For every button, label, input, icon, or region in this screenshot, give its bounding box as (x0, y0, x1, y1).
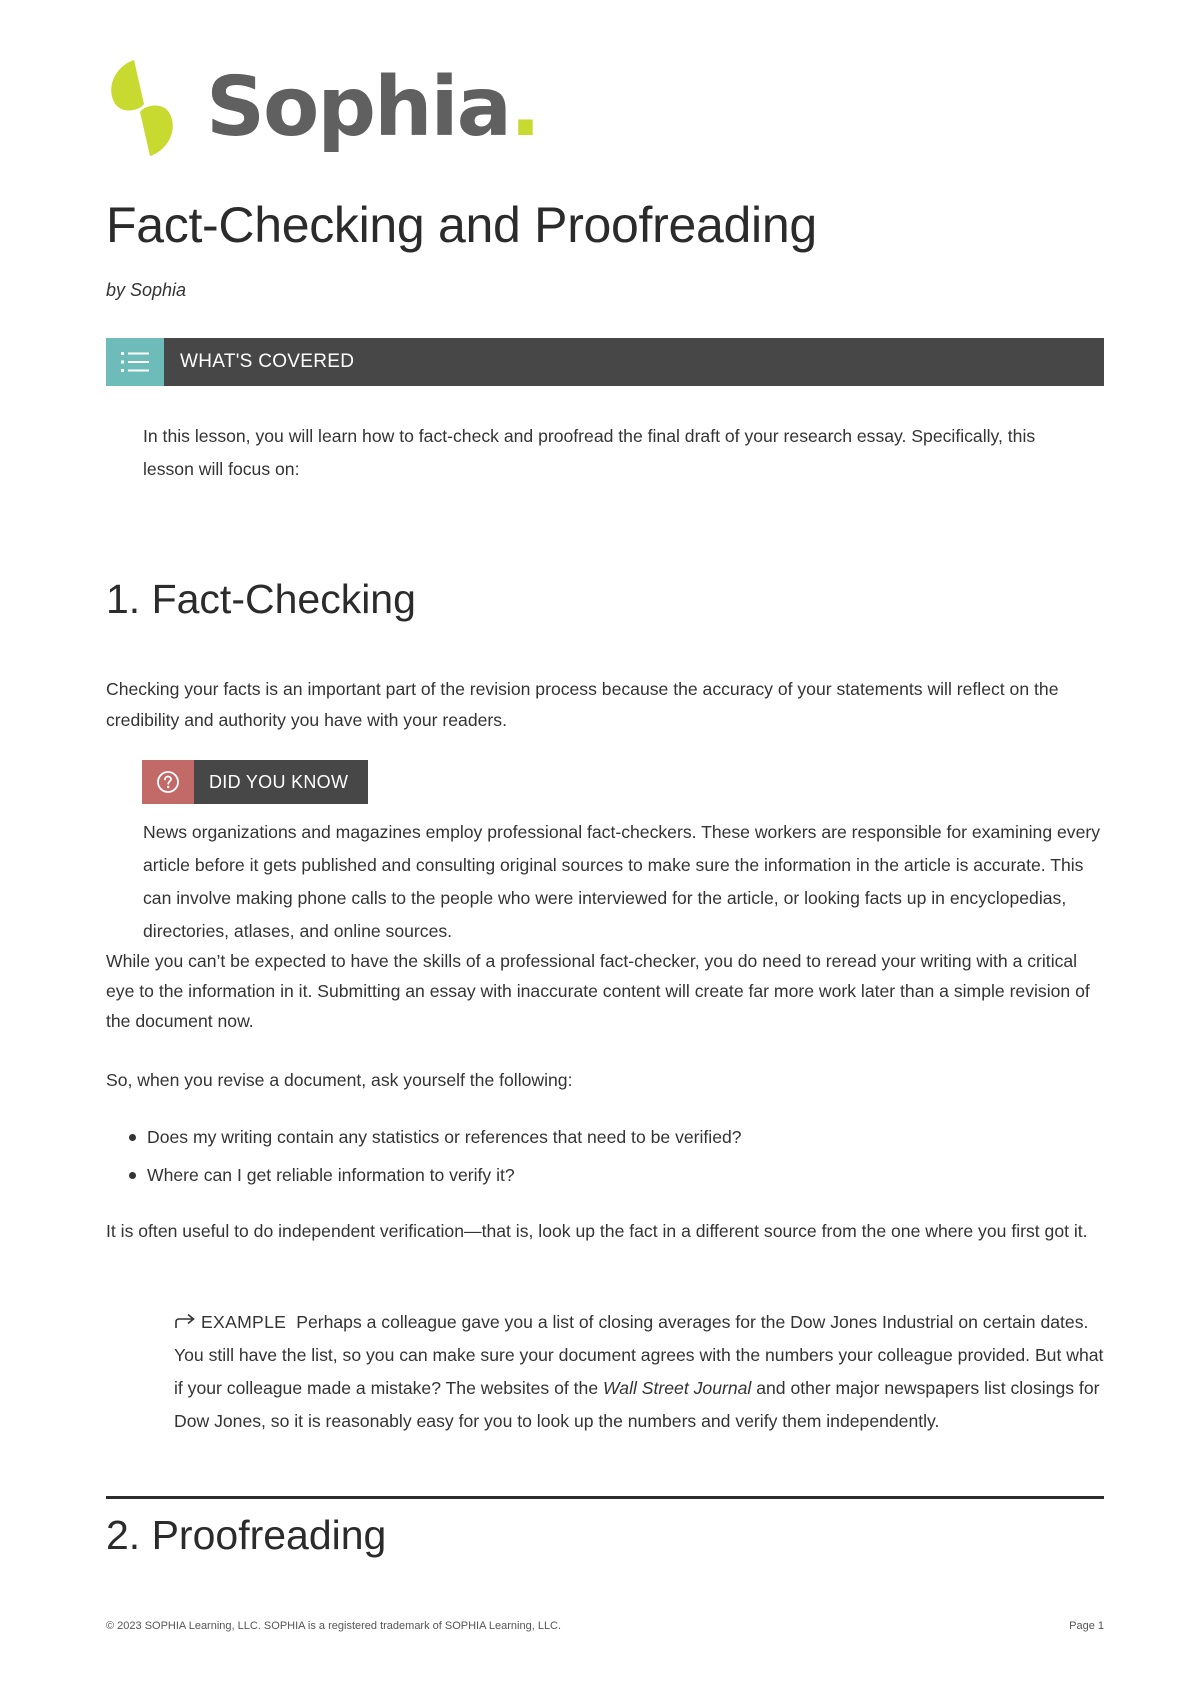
logo-wordmark: Sophia. (206, 60, 540, 155)
example-label: EXAMPLE (201, 1312, 287, 1332)
paragraph: Checking your facts is an important part of the revision process because the accuracy of your statements will reflect on the credibility and authority you have with your readers. (106, 679, 1059, 730)
sophia-s-logo-mark (104, 56, 180, 160)
whats-covered-label: WHAT'S COVERED (180, 351, 355, 372)
example-text: Perhaps a colleague gave you a list of closing averages for the Dow Jones Industrial on certain dates. You still have the list, so you can make sure your document agrees with the numbers your colleague provided. But what if your colleague made a mistake? The websites of the (174, 1312, 1104, 1398)
question-circle-icon (142, 760, 194, 804)
page-title: Fact-Checking and Proofreading (106, 197, 817, 253)
byline: by Sophia (106, 280, 187, 300)
paragraph: So, when you revise a document, ask yourself the following: (106, 1070, 573, 1090)
example-text-continued: and other major newspapers list closings for Dow Jones, so it is reasonably easy for you to look up the numbers and verify them independently. (174, 1378, 1100, 1431)
list-icon (106, 338, 164, 386)
whats-covered-text: In this lesson, you will learn how to fact-check and proofread the final draft of your research essay. Specifically, this lesson will focus on: (143, 426, 1036, 479)
footer-copyright: © 2023 SOPHIA Learning, LLC. SOPHIA is a registered trademark of SOPHIA Learning, LLC. (106, 1620, 562, 1632)
paragraph: It is often useful to do independent verification—that is, look up the fact in a different source from the one where you first got it. (106, 1221, 1088, 1241)
did-you-know-bar (142, 760, 368, 804)
section-heading-proofreading: 2. Proofreading (106, 1512, 387, 1558)
did-you-know-label: DID YOU KNOW (209, 771, 349, 792)
list-item: Where can I get reliable information to verify it? (146, 1156, 742, 1194)
sophia-logo (104, 56, 539, 160)
whats-covered-bar (106, 338, 1104, 386)
list-item: Does my writing contain any statistics or references that need to be verified? (146, 1118, 742, 1156)
section-divider (106, 1496, 1104, 1499)
did-you-know-text: News organizations and magazines employ professional fact-checkers. These workers are responsible for examining every article before it gets published and consulting original sources to make sure the information in the article is accurate. This can involve making phone calls to the people who were interviewed for the article, or looking facts up in encyclopedias, directories, atlases, and online sources. (143, 822, 1101, 941)
paragraph: While you can’t be expected to have the skills of a professional fact-checker, you do need to reread your writing with a critical eye to the information in it. Submitting an essay with inaccurate content will create far more work later than a simple revision of the document now. (106, 951, 1090, 1031)
example-italic-title: Wall Street Journal (603, 1378, 752, 1398)
example-block (174, 1306, 1104, 1438)
footer-page-number: Page 1 (1069, 1620, 1104, 1632)
section-heading-fact-checking: 1. Fact-Checking (106, 576, 416, 622)
bullet-list (146, 1118, 742, 1194)
arrow-right-icon (174, 1313, 196, 1329)
